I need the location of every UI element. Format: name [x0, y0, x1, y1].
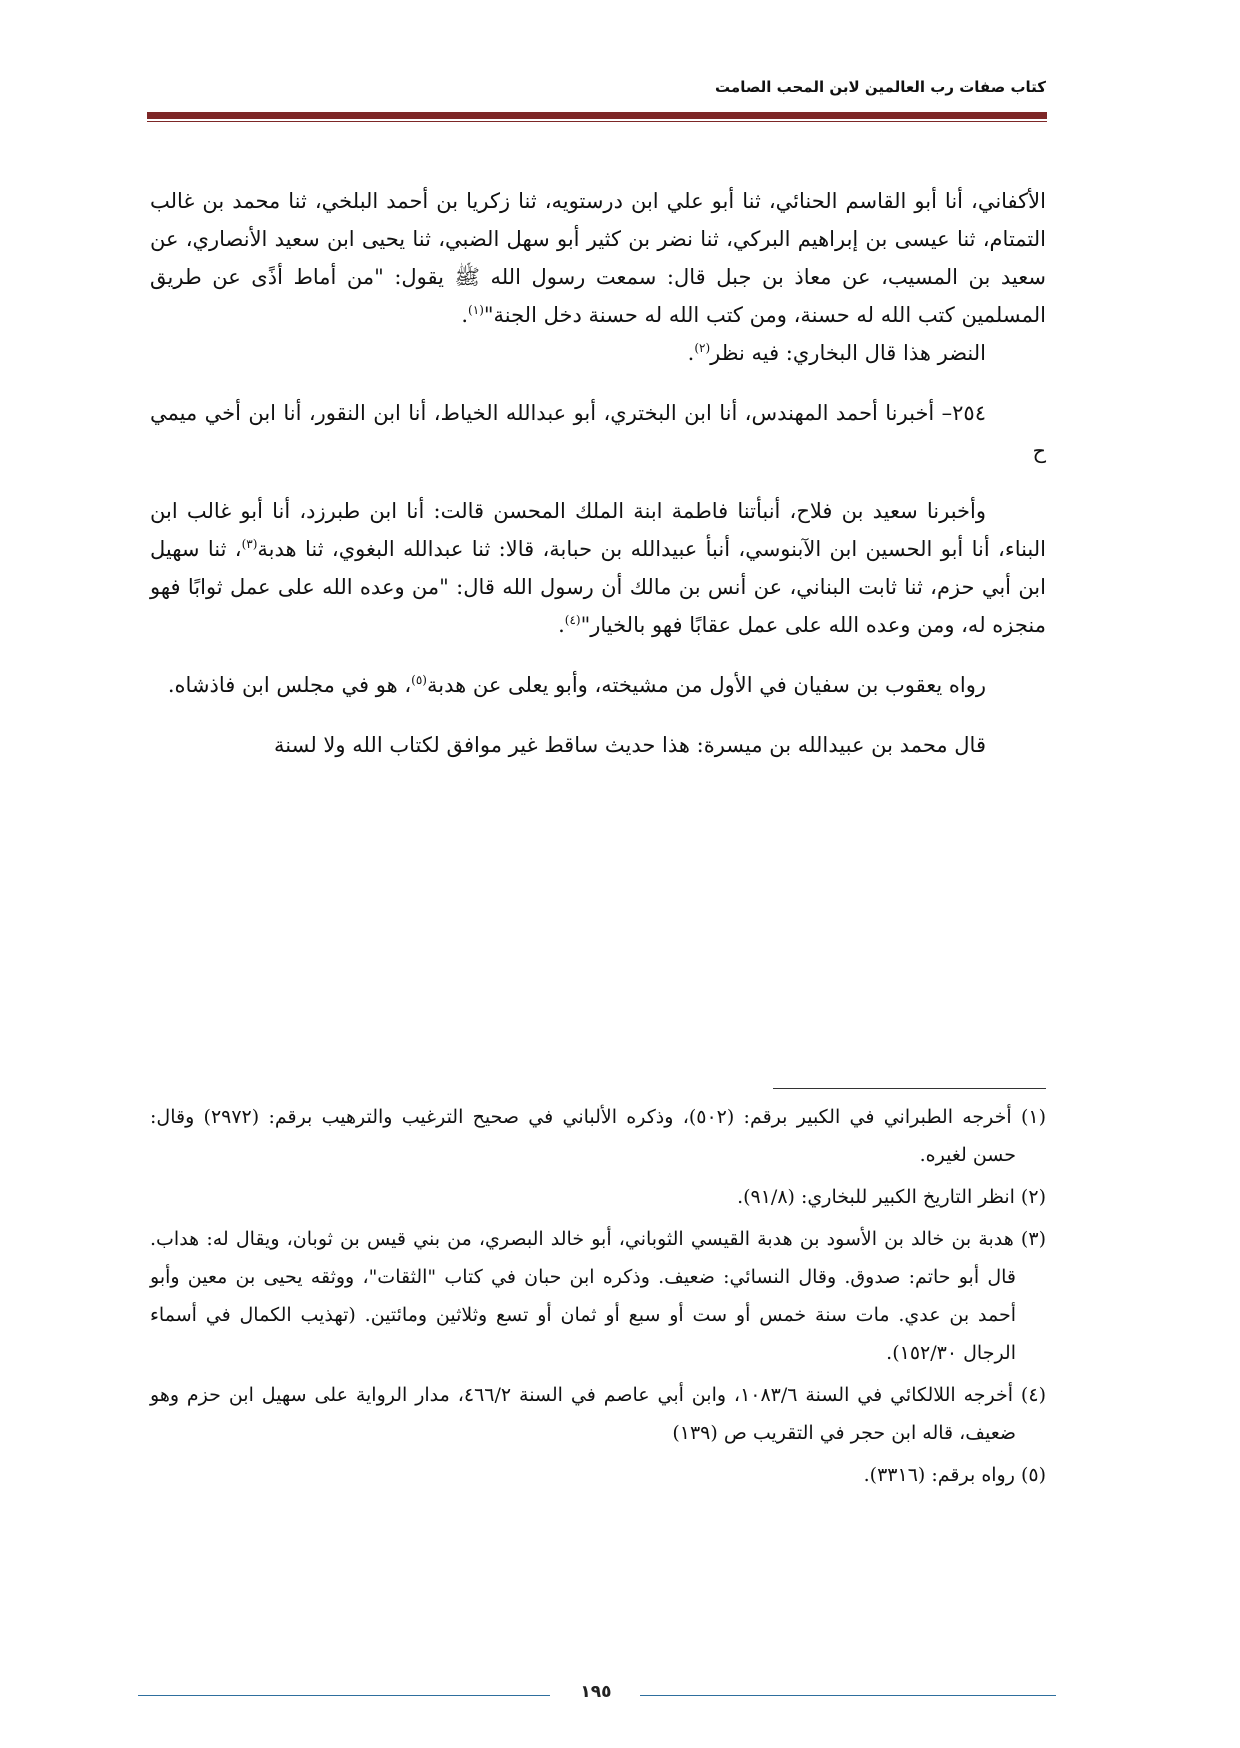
footnote-5: (٥) رواه برقم: (٣٣١٦). — [863, 1464, 1046, 1486]
running-header: كتاب صفات رب العالمين لابن المحب الصامت — [715, 78, 1046, 96]
paragraph-3: ٢٥٤– أخبرنا أحمد المهندس، أنا ابن البختري، أبو عبدالله الخياط، أنا ابن النقور، أنا ابن أخي ميمي ح — [150, 401, 1046, 463]
footnote-separator — [773, 1088, 1046, 1089]
main-text — [150, 182, 1046, 764]
paragraph-text: الأكفاني، أنا أبو القاسم الحنائي، ثنا أبو علي ابن درستويه، ثنا زكريا بن أحمد البلخي، ثنا محمد بن غالب التمتام، ثنا عيسى بن إبراهيم البركي، ثنا نضر بن كثير أبو سهل الضبي، ثنا يحيى ابن سعيد الأنصاري، عن سعيد بن المسيب، عن معاذ بن جبل قال: سمعت رسول الله ﷺ يقول: "من أماط أذًى عن طريق المسلمين كتب الله له حسنة، ومن كتب الله له حسنة دخل الجنة" — [150, 189, 1047, 327]
footnote-2: (٢) انظر التاريخ الكبير للبخاري: (٩١/٨). — [737, 1186, 1046, 1208]
paragraph-6: قال محمد بن عبيدالله بن ميسرة: هذا حديث ساقط غير موافق لكتاب الله ولا لسنة — [274, 733, 986, 757]
footer-rule-left — [138, 1695, 550, 1696]
paragraph-5 — [150, 666, 1046, 704]
paragraph-text: النضر هذا قال البخاري: فيه نظر — [710, 341, 986, 365]
page-number: ١٩٥ — [580, 1682, 612, 1702]
footnote-ref-4[interactable]: (٤) — [564, 613, 581, 627]
paragraph-text: رواه يعقوب بن سفيان في الأول من مشيخته، وأبو يعلى عن هدبة — [426, 673, 986, 697]
footnote-ref-1[interactable]: (١) — [468, 303, 484, 317]
header-rule — [147, 112, 1047, 119]
paragraph-text: وأخبرنا سعيد بن فلاح، أنبأتنا فاطمة ابنة الملك المحسن قالت: أنا ابن طبرزد، أنا أبو غالب ابن البناء، أنا أبو الحسين ابن الآبنوسي، أنبأ عبيدالله بن حبابة، قالا: ثنا عبدالله البغوي، ثنا هدبة — [150, 499, 1046, 561]
paragraph-1 — [150, 182, 1046, 334]
paragraph-text: ، ثنا سهيل ابن أبي حزم، ثنا ثابت البناني، عن أنس بن مالك أن رسول الله قال: "من وعده الله على عمل ثوابًا فهو منجزه له، ومن وعده الله على عمل عقابًا فهو بالخيار" — [150, 537, 1046, 637]
paragraph-text: ، هو في مجلس ابن فاذشاه. — [167, 673, 412, 697]
footnote-ref-2[interactable]: (٢) — [694, 341, 711, 355]
paragraph-2 — [150, 334, 1046, 372]
footer-rule-right — [640, 1695, 1056, 1696]
paragraph-4 — [150, 492, 1046, 644]
paragraph-end: . — [461, 303, 469, 327]
footnote-1: (١) أخرجه الطبراني في الكبير برقم: (٥٠٢)، وذكره الألباني في صحيح الترغيب والترهيب برقم: (٢٩٧٢) وقال: حسن لغيره. — [150, 1106, 1046, 1166]
paragraph-end: . — [558, 613, 565, 637]
header-rule-thin — [147, 121, 1047, 122]
footnote-4: (٤) أخرجه اللالكائي في السنة ١٠٨٣/٦، وابن أبي عاصم في السنة ٤٦٦/٢، مدار الرواية على سهيل ابن حزم وهو ضعيف، قاله ابن حجر في التقريب ص (١٣٩) — [150, 1384, 1046, 1444]
footnotes — [150, 1098, 1046, 1494]
footnote-ref-3[interactable]: (٣) — [241, 537, 258, 551]
footnote-ref-5[interactable]: (٥) — [411, 673, 427, 687]
paragraph-end: . — [687, 341, 695, 365]
footnote-3: (٣) هدبة بن خالد بن الأسود بن هدبة القيسي الثوباني، أبو خالد البصري، من بني قيس بن ثوبان، ويقال له: هداب. قال أبو حاتم: صدوق. وقال النسائي: ضعيف. وذكره ابن حبان في كتاب "الثقات"، ووثقه يحيى بن معين وأبو أحمد بن عدي. مات سنة خمس أو ست أو سبع أو ثمان أو تسع وثلاثين ومائتين. (تهذيب الكمال في أسماء الرجال ١٥٢/٣٠). — [150, 1228, 1046, 1364]
